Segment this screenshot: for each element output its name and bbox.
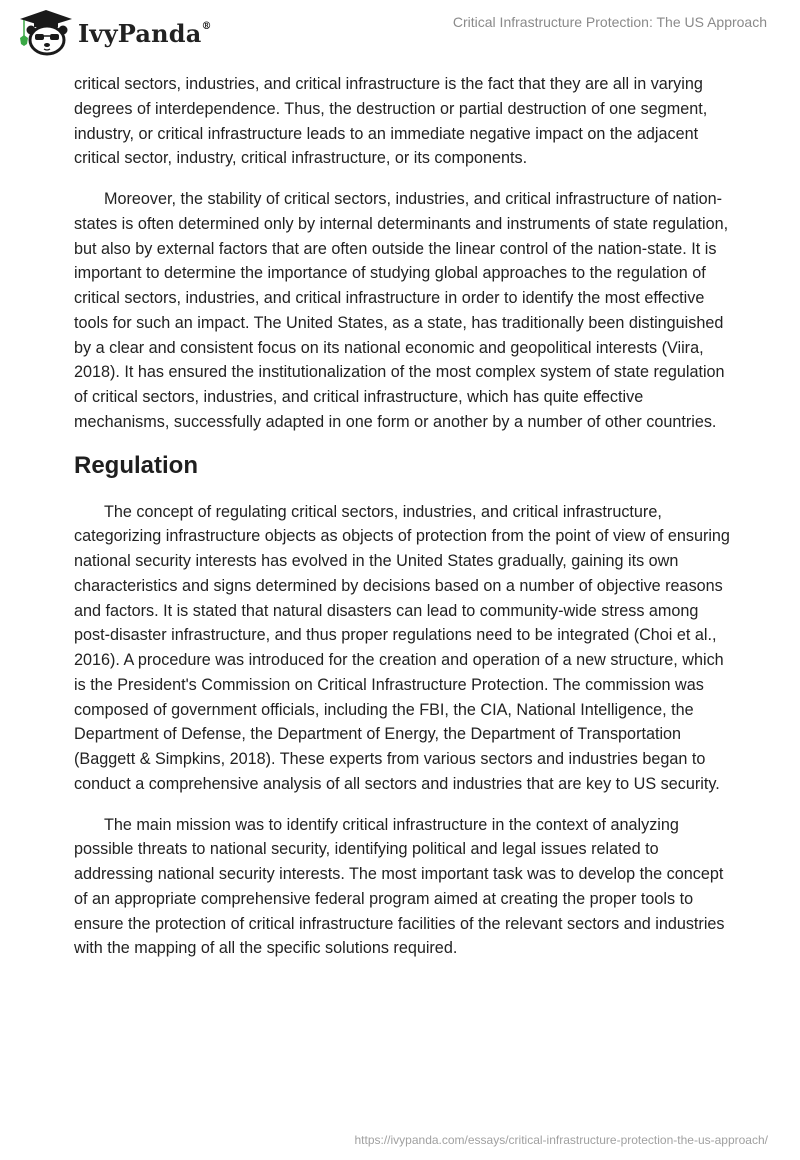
page-header — [0, 0, 800, 62]
source-url[interactable]: https://ivypanda.com/essays/critical-infrastructure-protection-the-us-approach/ — [354, 1133, 768, 1147]
paragraph-continuation: critical sectors, industries, and critical infrastructure is the fact that they are all in varying degrees of interdependence. Thus, the destruction or partial destruction of one segment, industry, or critical infrastructure leads to an immediate negative impact on the adjacent critical sector, industry, critical infrastructure, or its components. — [74, 75, 708, 168]
panda-graduate-icon — [18, 8, 74, 56]
registered-mark: ® — [201, 20, 212, 32]
brand-name: IvyPanda® — [78, 18, 212, 48]
paragraph: The concept of regulating critical sectors, industries, and critical infrastructure, categorizing infrastructure objects as objects of protection from the point of view of ensuring national security interests has evolved in the United States gradually, gaining its own characteristics and signs determined by decisions based on a number of objective reasons and factors. It is stated that natural disasters can lead to community-wide stress among post-disaster infrastructure, and thus proper regulations need to be integrated (Choi et al., 2016). A procedure was introduced for the creation and operation of a new structure, which is the President's Commission on Critical Infrastructure Protection. The commission was composed of government officials, including the FBI, the CIA, National Intelligence, the Department of Defense, the Department of Energy, the Department of Transportation (Baggett & Simpkins, 2018). These experts from various sectors and industries began to conduct a comprehensive analysis of all sectors and industries that are key to US security. — [74, 502, 730, 793]
paragraph: Moreover, the stability of critical sectors, industries, and critical infrastructure of nation-states is often determined only by internal determinants and instruments of state regulation, but also by external factors that are often outside the linear control of the nation-state. It is important to determine the importance of studying global approaches to the regulation of critical sectors, industries, and critical infrastructure in order to identify the most effective tools for such an impact. The United States, as a state, has traditionally been distinguished by a clear and consistent focus on its national economic and geopolitical interests (Viira, 2018). It has ensured the institutionalization of the most complex system of state regulation of critical sectors, industries, and critical infrastructure, which has quite effective mechanisms, successfully adapted in one form or another by a number of other countries. — [74, 190, 729, 431]
ivypanda-logo[interactable] — [18, 8, 212, 56]
section-heading-regulation: Regulation — [74, 451, 198, 479]
paragraph: The main mission was to identify critical infrastructure in the context of analyzing possible threats to national security, identifying political and legal issues related to addressing national security interests. The most important task was to develop the concept of an appropriate comprehensive federal program aimed at creating the proper tools to ensure the protection of critical infrastructure facilities of the relevant sectors and industries with the mapping of all the specific solutions required. — [74, 815, 725, 958]
essay-content — [74, 72, 730, 977]
document-title: Critical Infrastructure Protection: The US Approach — [452, 14, 767, 30]
